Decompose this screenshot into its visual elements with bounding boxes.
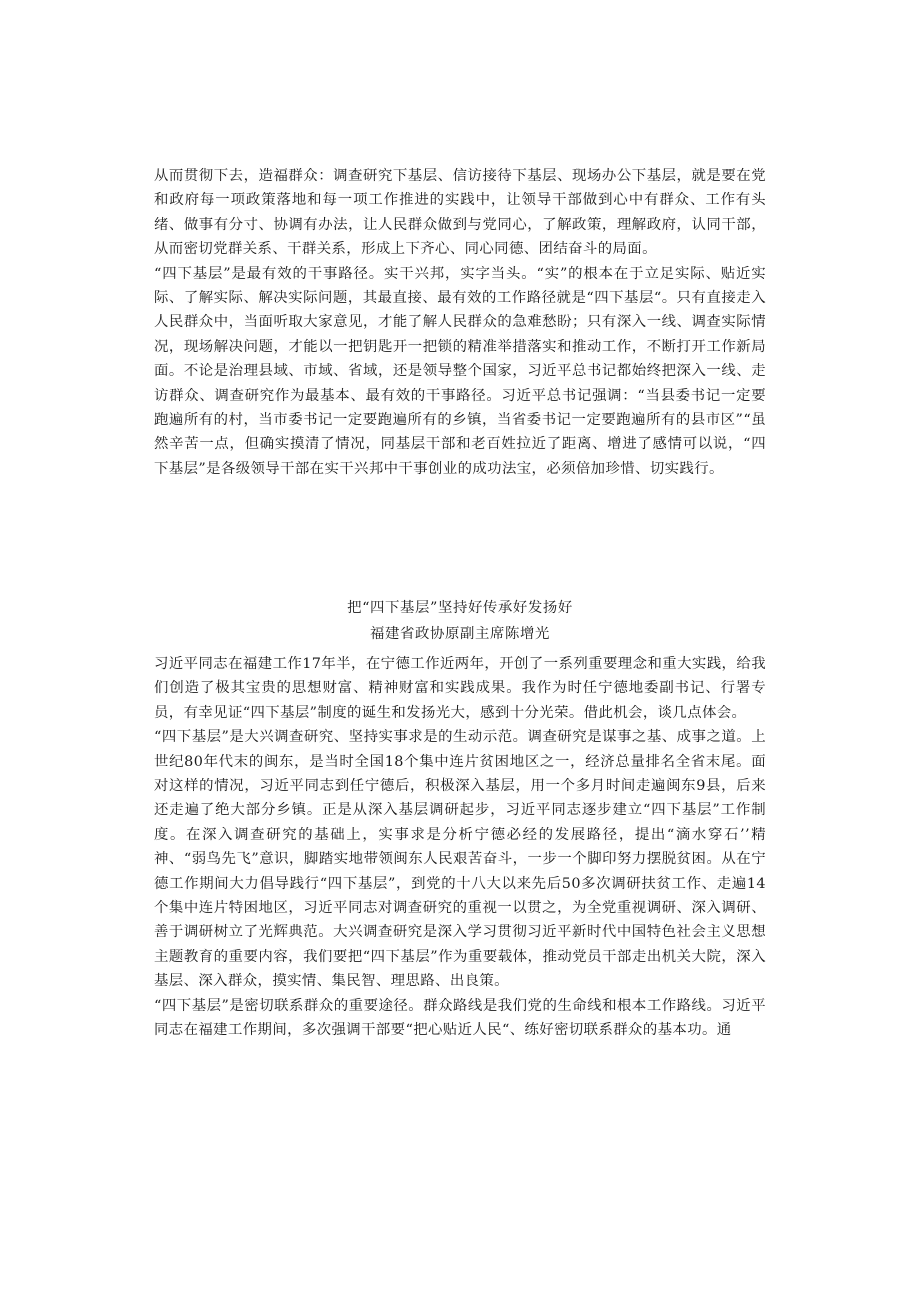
paragraph: “四下基层”是大兴调查研究、坚持实事求是的生动示范。调查研究是谋事之基、成事之道。上世纪80年代末的闽东，是当时全国18个集中连片贫困地区之一，经济总量排名全省末尾。面对这样的情况，习近平同志到任宁德后，积极深入基层，用一个多月时间走遍闽东9县，后来还走遍了绝大部分乡镇。正是从深入基层调研起步，习近平同志逐步建立“四下基层”工作制度。在深入调查研究的基础上，实事求是分析宁德必经的发展路径，提出“滴水穿石’’精神、“弱鸟先飞”意识，脚踏实地带领闽东人民艰苦奋斗，一步一个脚印努力摆脱贫困。从在宁德工作期间大力倡导践行“四下基层”，到党的十八大以来先后50多次调研扶贫工作、走遍14个集中连片特困地区，习近平同志对调查研究的重视一以贯之，为全党重视调研、深入调研、善于调研树立了光辉典范。大兴调查研究是深入学习贯彻习近平新时代中国特色社会主义思想主题教育的重要内容，我们要把“四下基层”作为重要载体，推动党员干部走出机关大院，深入基层、深入群众，摸实情、集民智、理思路、出良策。	[154, 729, 766, 990]
paragraph: “四下基层”是密切联系群众的重要途径。群众路线是我们党的生命线和根本工作路线。习近平同志在福建工作期间，多次强调干部要“把心贴近人民“、练好密切联系群众的基本功。通	[154, 997, 766, 1039]
paragraph: 从而贯彻下去，造福群众：调查研究下基层、信访接待下基层、现场办公下基层，就是要在党和政府每一项政策落地和每一项工作推进的实践中，让领导干部做到心中有群众、工作有头绪、做事有分寸、协调有办法，让人民群众做到与党同心，了解政策，理解政府，认同干部，从而密切党群关系、干群关系，形成上下齐心、同心同德、团结奋斗的局面。	[154, 168, 766, 258]
section-1	[154, 164, 766, 481]
section-2	[154, 652, 766, 1043]
article-author: 福建省政协原副主席陈增光	[370, 626, 550, 642]
article-title: 把“四下基层”坚持好传承好发扬好	[347, 600, 573, 616]
paragraph: 习近平同志在福建工作17年半，在宁德工作近两年，开创了一系列重要理念和重大实践，给我们创造了极其宝贵的思想财富、精神财富和实践成果。我作为时任宁德地委副书记、行署专员，有幸见证“四下基层”制度的诞生和发扬光大，感到十分光荣。借此机会，谈几点体会。	[154, 656, 766, 721]
paragraph: “四下基层”是最有效的干事路径。实干兴邦，实字当头。“实”的根本在于立足实际、贴近实际、了解实际、解决实际问题，其最直接、最有效的工作路径就是“四下基层“。只有直接走入人民群众中，当面听取大家意见，才能了解人民群众的急难愁盼；只有深入一线、调查实际情况，现场解决问题，才能以一把钥匙开一把锁的精准举措落实和推动工作，不断打开工作新局面。不论是治理县域、市域、省域，还是领导整个国家，习近平总书记都始终把深入一线、走访群众、调查研究作为最基本、最有效的干事路径。习近平总书记强调：“当县委书记一定要跑遍所有的村，当市委书记一定要跑遍所有的乡镇，当省委书记一定要跑遍所有的县市区”“虽然辛苦一点，但确实摸清了情况，同基层干部和老百姓拉近了距离、增进了感情可以说，“四下基层”是各级领导干部在实干兴邦中干事创业的成功法宝，必须倍加珍惜、切实践行。	[154, 265, 766, 477]
